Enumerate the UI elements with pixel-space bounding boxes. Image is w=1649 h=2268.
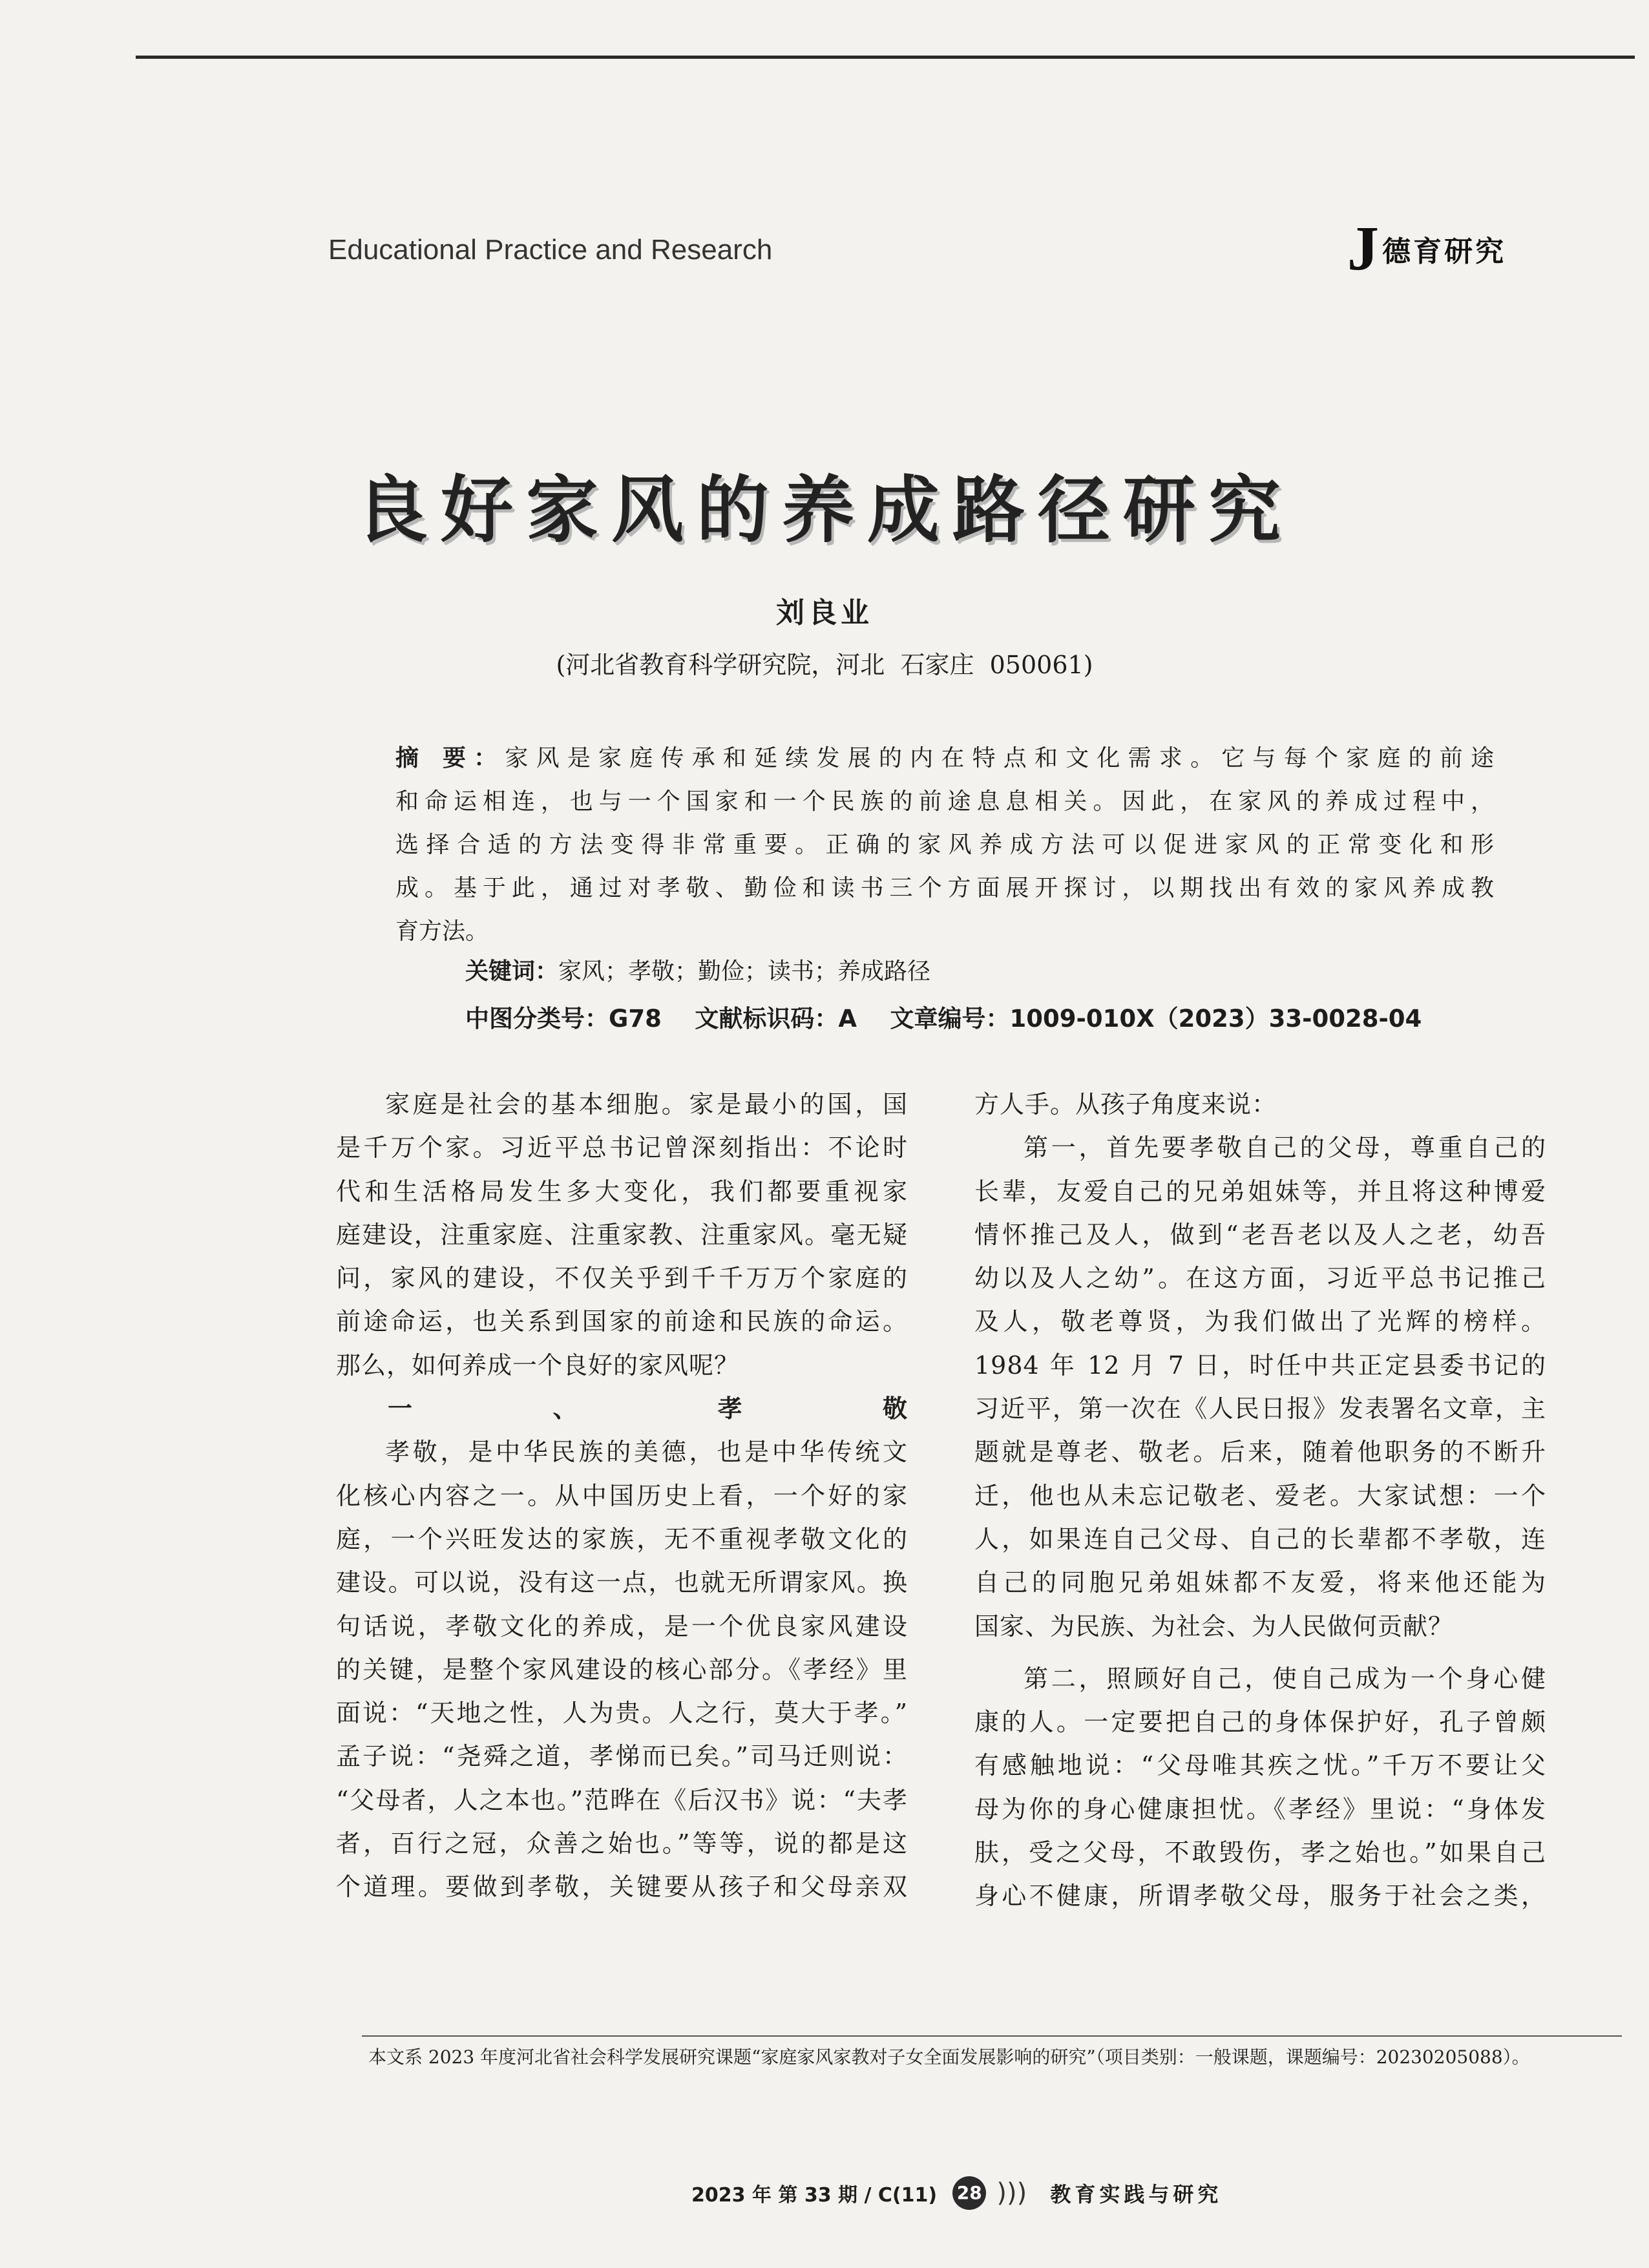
body-line: “父母者，人之本也。”范晔在《后汉书》说：“夫孝 [336,1785,908,1814]
body-line: 代和生活格局发生多大变化，我们都要重视家 [336,1177,908,1206]
body-line: 及人，敬老尊贤，为我们做出了光辉的榜样。 [974,1307,1546,1336]
footnote: 本文系 2023 年度河北省社会科学发展研究课题“家庭家风家教对子女全面发展影响的研究”（项目类别：一般课题，课题编号：20230205088）。 [368,2046,1530,2068]
body-line: 1984 年 12 月 7 日，时任中共正定县委书记的 [974,1350,1546,1380]
body-line: 第一，首先要孝敬自己的父母，尊重自己的 [1024,1133,1546,1162]
body-line: 身心不健康，所谓孝敬父母，服务于社会之类， [974,1882,1546,1911]
abstract-line: 家风是家庭传承和延续发展的内在特点和文化需求。它与每个家庭的前途 [505,745,1494,772]
body-line: 家庭是社会的基本细胞。家是最小的国，国 [385,1090,908,1118]
body-line: 的关键，是整个家风建设的核心部分。《孝经》里 [336,1655,908,1684]
body-line: 国家、为民族、为社会、为人民做何贡献？ [974,1612,1454,1641]
body-line: 化核心内容之一。从中国历史上看，一个好的家 [336,1481,908,1510]
body-line: 是千万个家。习近平总书记曾深刻指出：不论时 [336,1133,908,1162]
body-line: 方人手。从孩子角度来说： [974,1090,1277,1118]
body-line: 迁，他也从未忘记敬老、爱老。大家试想：一个 [974,1481,1546,1510]
body-line: 个道理。要做到孝敬，关键要从孩子和父母亲双 [336,1873,908,1902]
abstract-line: 和命运相连，也与一个国家和一个民族的前途息息相关。因此，在家风的养成过程中， [395,788,1494,815]
body-line: 肤，受之父母，不敢毁伤，孝之始也。”如果自己 [974,1838,1546,1867]
body-line: 长辈，友爱自己的兄弟姐妹等，并且将这种博爱 [974,1177,1546,1206]
keywords-label: 关键词： [465,958,559,985]
body-line: 面说：“天地之性，人为贵。人之行，莫大于孝。” [336,1699,908,1728]
page-number: 28 [952,2176,986,2210]
header-rule [136,56,1635,59]
body-column-right [974,1083,1546,1918]
abstract-line: 选择合适的方法变得非常重要。正确的家风养成方法可以促进家风的正常变化和形 [395,832,1494,858]
article-author: 刘良业 [776,596,873,629]
body-column-left [336,1083,908,1909]
journal-logo-icon: J [1347,214,1379,284]
body-line: 母为你的身心健康担忧。《孝经》里说：“身体发 [974,1794,1546,1823]
body-line: 庭，一个兴旺发达的家族，无不重视孝敬文化的 [336,1524,908,1553]
body-line: 建设。可以说，没有这一点，也就无所谓家风。换 [336,1568,908,1597]
body-line: 有感触地说：“父母唯其疾之忧。”千万不要让父 [974,1751,1546,1780]
body-line: 幼以及人之幼”。在这方面，习近平总书记推己 [974,1264,1546,1293]
body-line: 者，百行之冠，众善之始也。”等等，说的都是这 [336,1829,908,1858]
journal-name: 教育实践与研究 [1050,2182,1223,2207]
issue-info: 2023 年 第 33 期 / C(11) [691,2184,938,2207]
classification-info: 中图分类号：G78 文献标识码：A 文章编号：1009-010X（2023）33-0028-04 [465,1005,1422,1033]
abstract [395,737,1494,953]
abstract-line: 成。基于此，通过对孝敬、勤俭和读书三个方面展开探讨，以期找出有效的家风养成教 [395,875,1494,901]
footnote-rule [362,2035,1622,2037]
body-line: 那么，如何养成一个良好的家风呢？ [336,1350,740,1380]
body-line: 题就是尊老、敬老。后来，随着他职务的不断升 [974,1438,1546,1467]
body-line: 孝敬，是中华民族的美德，也是中华传统文 [385,1438,908,1467]
body-line: 自己的同胞兄弟姐妹都不友爱，将来他还能为 [974,1568,1546,1597]
keywords-value: 家风；孝敬；勤俭；读书；养成路径 [558,958,931,985]
body-line: 问，家风的建设，不仅关乎到千千万万个家庭的 [336,1264,908,1293]
body-line: 前途命运，也关系到国家的前途和民族的命运。 [336,1307,908,1336]
body-line: 孟子说：“尧舜之道，孝悌而已矣。”司马迁则说： [336,1742,908,1771]
keywords [465,953,1467,986]
body-line: 庭建设，注重家庭、注重家教、注重家风。毫无疑 [336,1220,908,1249]
body-line: 人，如果连自己父母、自己的长辈都不孝敬，连 [974,1524,1546,1553]
body-line: 第二，照顾好自己，使自己成为一个身心健 [1024,1664,1546,1693]
arc-decoration-icon: ))) [996,2178,1027,2208]
article-title: 良好家风的养成路径研究 [355,468,1294,552]
journal-english-name: Educational Practice and Research [328,234,773,266]
body-line: 情怀推己及人，做到“老吾老以及人之老，幼吾 [974,1220,1546,1249]
body-line: 句话说，孝敬文化的养成，是一个优良家风建设 [336,1612,908,1641]
body-line: 康的人。一定要把自己的身体保护好，孔子曾颇 [974,1708,1546,1737]
section-label: 德育研究 [1382,235,1507,268]
author-affiliation: (河北省教育科学研究院，河北 石家庄 050061) [556,651,1093,679]
section-heading: 一、孝敬 [388,1394,908,1423]
section-brand [1347,214,1507,284]
abstract-label: 摘 要： [395,745,505,772]
abstract-line: 育方法。 [395,918,489,945]
page-footer [691,2176,1222,2210]
body-line: 习近平，第一次在《人民日报》发表署名文章，主 [974,1394,1546,1423]
